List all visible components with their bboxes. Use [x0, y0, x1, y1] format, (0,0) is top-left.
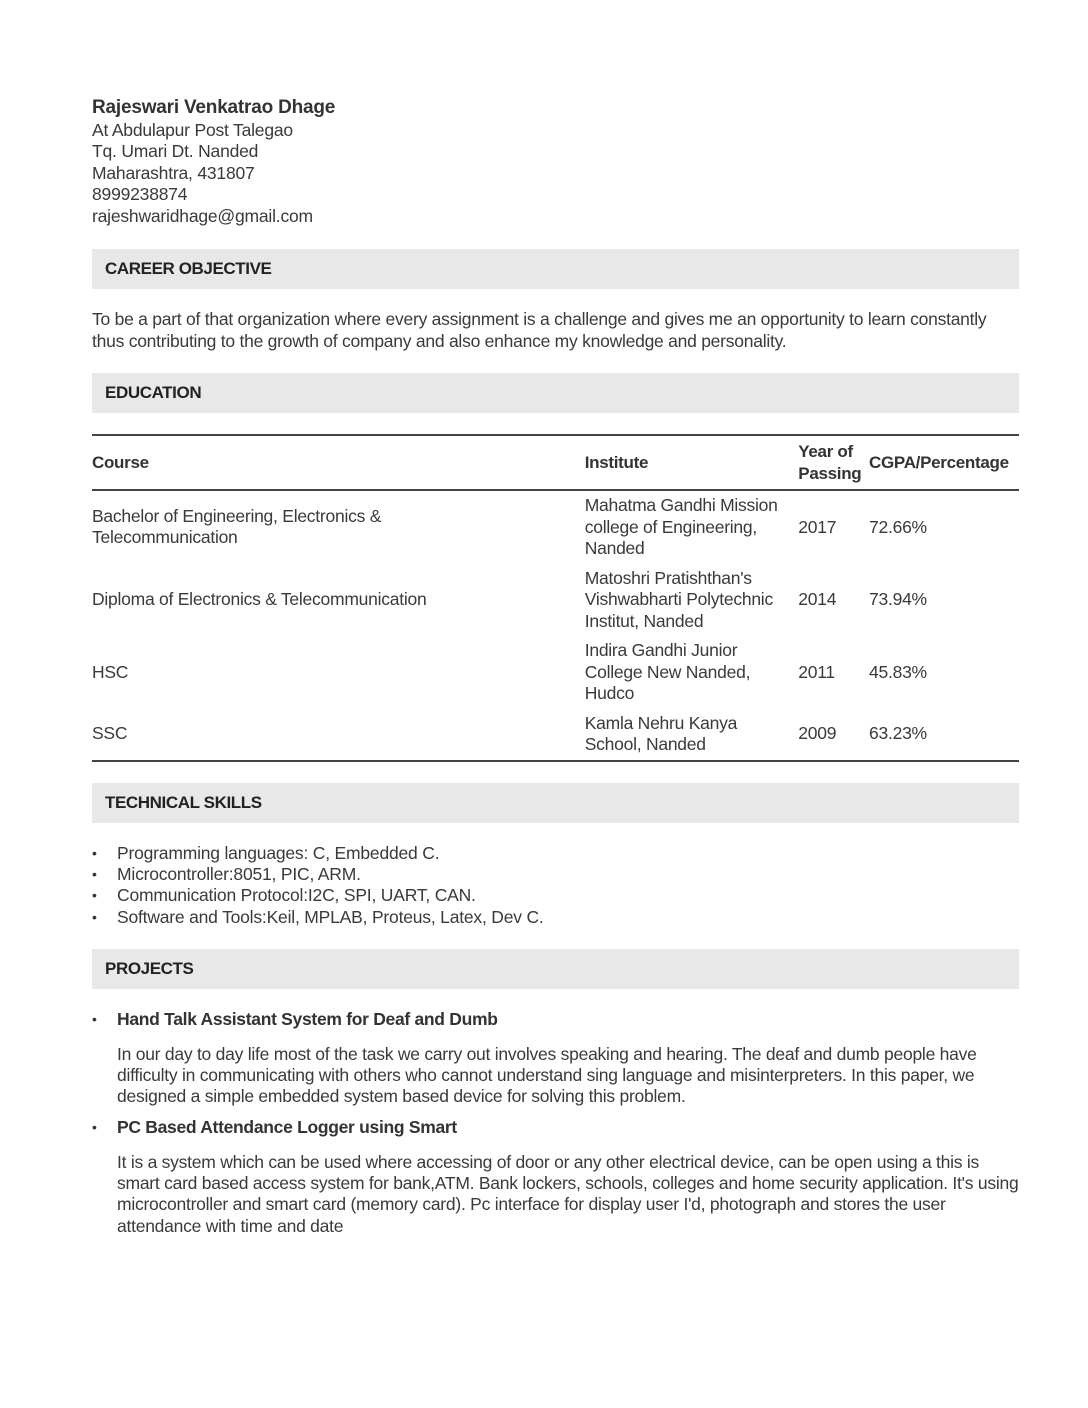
course-cell: Diploma of Electronics & Telecommunication: [92, 589, 427, 610]
bullet-icon: •: [92, 908, 97, 925]
course-cell: SSC: [92, 723, 128, 744]
column-header-year: Year of Passing: [798, 435, 869, 490]
column-header-cgpa: CGPA/Percentage: [869, 435, 1019, 490]
bullet-icon: •: [92, 887, 97, 904]
institute-cell: Indira Gandhi Junior College New Nanded, Hudco: [584, 640, 751, 704]
bullet-icon: •: [92, 1011, 97, 1028]
year-cell: 2009: [798, 723, 837, 744]
course-cell: HSC: [92, 661, 129, 682]
phone-number: 8999238874: [92, 184, 188, 205]
project-title: Hand Talk Assistant System for Deaf and Dumb: [117, 1009, 498, 1030]
cgpa-cell: 72.66%: [869, 516, 927, 537]
project-description: In our day to day life most of the task we carry out involves speaking and hearing. The deaf and dumb people have difficulty in communicating with others who cannot understand sing language and misinterpreters. In this paper, we designed a simple embedded system based device for solving this problem.: [117, 1043, 977, 1107]
address-line-3: Maharashtra, 431807: [92, 162, 255, 183]
contact-block: [92, 96, 1019, 227]
section-header-education: EDUCATION: [92, 373, 1019, 413]
list-item: [92, 907, 1019, 928]
column-header-course: Course: [92, 435, 585, 490]
section-header-technical-skills: TECHNICAL SKILLS: [92, 783, 1019, 823]
cgpa-cell: 45.83%: [869, 661, 927, 682]
table-row: [92, 490, 1019, 564]
resume-page: [92, 96, 1019, 1237]
bullet-icon: •: [92, 1119, 97, 1136]
bullet-icon: •: [92, 865, 97, 882]
project-item: [92, 1117, 1019, 1237]
project-description: It is a system which can be used where accessing of door or any other electrical device, can be open using a this is smart card based access system for bank,ATM. Bank lockers, schools, colleges and home security application. It's using microcontroller and smart card (memory card). Pc interface for display user I'd, photograph and stores the user attendance with time and date: [117, 1151, 1019, 1236]
table-row: [92, 564, 1019, 637]
candidate-name: Rajeswari Venkatrao Dhage: [92, 97, 336, 118]
cgpa-cell: 73.94%: [869, 589, 927, 610]
section-header-career-objective: CAREER OBJECTIVE: [92, 249, 1019, 289]
address-line-2: Tq. Umari Dt. Nanded: [92, 141, 259, 162]
project-title-row: [92, 1009, 1019, 1030]
project-item: [92, 1009, 1019, 1107]
course-cell: Bachelor of Engineering, Electronics & Telecommunication: [92, 505, 382, 548]
education-table-header: [92, 435, 1019, 490]
skill-text: Microcontroller:8051, PIC, ARM.: [117, 863, 361, 884]
skill-text: Programming languages: C, Embedded C.: [117, 842, 440, 863]
column-header-institute: Institute: [585, 435, 799, 490]
career-objective-text: To be a part of that organization where every assignment is a challenge and gives me an opportunity to learn constantly thus contributing to the growth of company and also enhance my knowledge and personality.: [92, 309, 987, 351]
skill-text: Software and Tools:Keil, MPLAB, Proteus, Latex, Dev C.: [117, 906, 544, 927]
email-address: rajeshwaridhage@gmail.com: [92, 205, 313, 226]
project-title-row: [92, 1117, 1019, 1138]
list-item: [92, 843, 1019, 864]
institute-cell: Kamla Nehru Kanya School, Nanded: [584, 712, 738, 755]
list-item: [92, 864, 1019, 885]
institute-cell: Mahatma Gandhi Mission college of Engineering, Nanded: [584, 495, 778, 559]
year-cell: 2011: [798, 661, 835, 682]
technical-skills-list: [92, 843, 1019, 929]
project-title: PC Based Attendance Logger using Smart: [117, 1117, 457, 1138]
cgpa-cell: 63.23%: [869, 723, 927, 744]
section-header-projects: PROJECTS: [92, 949, 1019, 989]
education-table: [92, 434, 1019, 762]
bullet-icon: •: [92, 844, 97, 861]
skill-text: Communication Protocol:I2C, SPI, UART, CAN.: [117, 885, 476, 906]
table-row: [92, 636, 1019, 709]
list-item: [92, 885, 1019, 906]
year-cell: 2017: [798, 516, 837, 537]
institute-cell: Matoshri Pratishthan's Vishwabharti Polytechnic Institut, Nanded: [584, 567, 773, 631]
address-line-1: At Abdulapur Post Talegao: [92, 120, 293, 140]
table-row: [92, 709, 1019, 761]
year-cell: 2014: [798, 589, 837, 610]
